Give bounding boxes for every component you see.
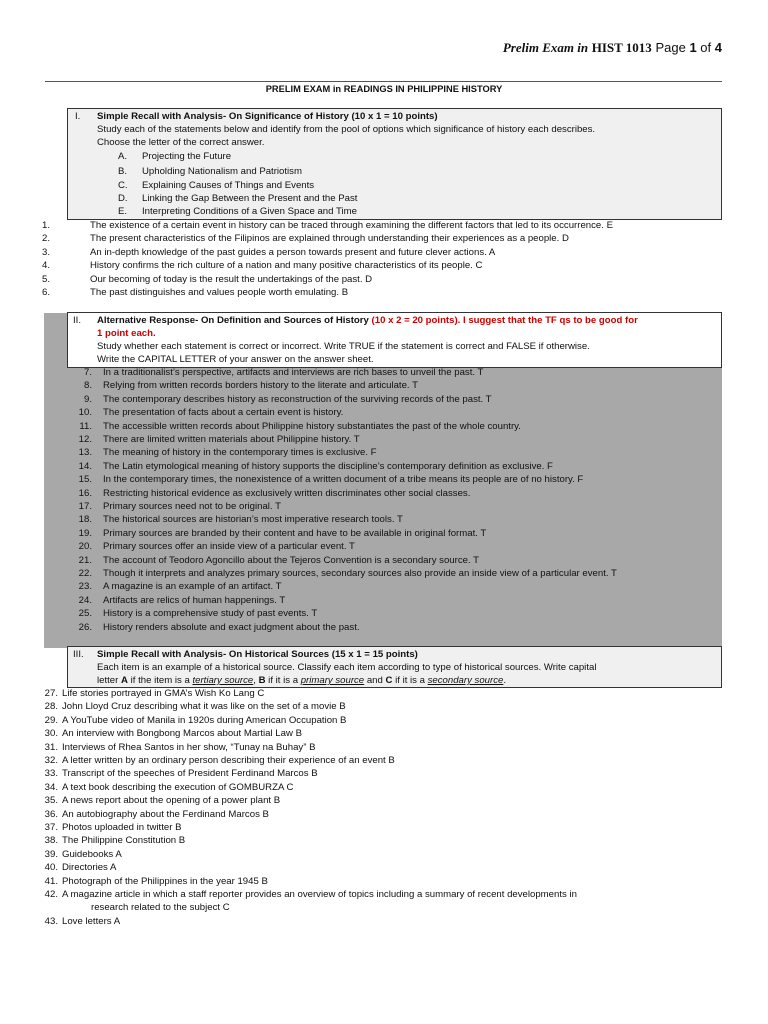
item-number: 11. — [79, 420, 92, 432]
section-1-heading: Simple Recall with Analysis- On Significance of History (10 x 1 = 10 points) — [97, 111, 438, 122]
item-text: History renders absolute and exact judgment about the past. — [103, 621, 360, 633]
item-text: Life stories portrayed in GMA’s Wish Ko Lang C — [62, 688, 265, 699]
item-number: 19. — [78, 527, 92, 539]
section-2-heading: Alternative Response- On Definition and Sources of History — [97, 315, 369, 326]
instr-text: if it is a — [392, 675, 428, 686]
header-of-label: of — [700, 40, 712, 55]
item-number: 36. — [44, 808, 58, 820]
item-text: In the contemporary times, the nonexistence of a written document of a tribe means its people are of no history. F — [103, 474, 584, 486]
section-3-instruction-2 — [97, 675, 506, 686]
header-page-number: 1 — [689, 40, 697, 55]
item-text: The presentation of facts about a certain event is history. — [103, 407, 344, 419]
instr-text: if it is a — [265, 675, 301, 686]
item-number: 31. — [44, 741, 58, 753]
item-number: 5. — [41, 273, 50, 285]
item-number: 13. — [78, 447, 92, 459]
option-letter: D. — [118, 193, 128, 204]
instr-letter-b: B — [258, 675, 266, 686]
section-2-instruction-1: Study whether each statement is correct or incorrect. Write TRUE if the statement is correct and FALSE if otherwise. — [97, 341, 590, 352]
header-course: HIST 1013 — [591, 40, 652, 55]
item-number: 1. — [41, 220, 50, 231]
section-1-roman: I. — [75, 111, 81, 122]
item-number: 26. — [78, 621, 92, 633]
instr-text: , — [253, 675, 259, 686]
item-text: Guidebooks A — [62, 848, 122, 860]
option-text: Linking the Gap Between the Present and the Past — [142, 193, 358, 204]
item-text: Transcript of the speeches of President Ferdinand Marcos B — [62, 768, 318, 780]
option-letter: B. — [118, 166, 128, 177]
item-text: research related to the subject C — [91, 902, 230, 914]
item-text: The account of Teodoro Agoncillo about the Tejeros Convention is a secondary source. T — [103, 554, 479, 566]
section-2-roman: II. — [73, 315, 81, 326]
item-number: 28. — [44, 701, 58, 713]
option-text: Projecting the Future — [142, 151, 232, 162]
item-number: 7. — [83, 367, 92, 378]
item-number: 34. — [44, 781, 58, 793]
item-number: 21. — [78, 554, 92, 566]
item-number: 16. — [78, 487, 92, 499]
item-number: 39. — [44, 848, 58, 860]
item-number: 24. — [78, 594, 92, 606]
item-number: 29. — [44, 714, 58, 726]
item-text: Relying from written records borders history to the literate and articulate. T — [103, 380, 418, 392]
option-letter: E. — [118, 206, 128, 217]
item-number: 41. — [44, 875, 58, 887]
item-text: An autobiography about the Ferdinand Marcos B — [62, 808, 269, 820]
item-text: The past distinguishes and values people worth emulating. B — [90, 287, 349, 298]
item-number: 3. — [41, 246, 50, 258]
section-3-roman: III. — [73, 649, 84, 660]
option-text: Upholding Nationalism and Patriotism — [142, 166, 302, 177]
item-number: 40. — [44, 862, 58, 874]
item-number: 33. — [44, 768, 58, 780]
item-number: 12. — [78, 434, 92, 445]
item-number: 6. — [41, 287, 50, 298]
item-number: 18. — [78, 514, 92, 526]
page-header — [0, 40, 722, 56]
item-text: Love letters A — [62, 915, 121, 927]
item-number: 43. — [44, 915, 58, 927]
item-text: The existence of a certain event in history can be traced through examining the different factors that led to its occurrence. E — [90, 220, 613, 231]
item-number: 4. — [41, 260, 50, 272]
item-text: Interviews of Rhea Santos in her show, “Tunay na Buhay” B — [62, 741, 316, 753]
section-3-heading: Simple Recall with Analysis- On Historical Sources (15 x 1 = 15 points) — [97, 649, 418, 660]
item-number: 35. — [44, 795, 58, 807]
item-text: A text book describing the execution of GOMBURZA C — [62, 781, 294, 793]
section-1-box — [67, 108, 722, 220]
section-3-box — [67, 646, 722, 688]
item-number: 32. — [44, 755, 58, 766]
instr-text: and — [364, 675, 386, 686]
instr-text: if the item is a — [127, 675, 193, 686]
item-text: The accessible written records about Philippine history substantiates the past of the whole country. — [103, 420, 521, 432]
section-3-instruction-1: Each item is an example of a historical source. Classify each item according to type of historical sources. Write capital — [97, 662, 597, 673]
item-text: History is a comprehensive study of past events. T — [103, 608, 318, 620]
item-text: There are limited written materials about Philippine history. T — [103, 434, 360, 445]
item-number: 27. — [44, 688, 58, 699]
item-number: 10. — [78, 407, 92, 419]
header-page-label: Page — [655, 40, 686, 55]
section-1-instruction-1: Study each of the statements below and identify from the pool of options which significance of history each describes. — [97, 124, 596, 135]
document-title: PRELIM EXAM in READINGS IN PHILIPPINE HISTORY — [265, 84, 503, 94]
option-text: Explaining Causes of Things and Events — [142, 180, 315, 191]
item-text: A news report about the opening of a power plant B — [62, 795, 281, 807]
item-text: A letter written by an ordinary person describing their experience of an event B — [62, 755, 395, 766]
instr-secondary-source: secondary source — [427, 675, 504, 686]
item-number: 37. — [44, 822, 58, 833]
item-number: 2. — [41, 233, 50, 245]
section-1-instruction-2: Choose the letter of the correct answer. — [97, 137, 265, 148]
item-text: An interview with Bongbong Marcos about Martial Law B — [62, 728, 302, 740]
header-exam-label: Prelim Exam in — [502, 40, 589, 55]
header-page-total: 4 — [714, 40, 722, 55]
item-text: Restricting historical evidence as exclusively written discriminates other social classes. — [103, 487, 471, 499]
item-text: A magazine article in which a staff reporter provides an overview of topics including a summary of recent developments in — [62, 889, 577, 900]
item-text: In a traditionalist’s perspective, artifacts and interviews are rich bases to unveil the past. T — [103, 367, 484, 378]
item-text: Primary sources are branded by their content and have to be available in original format. T — [103, 527, 487, 539]
item-number: 14. — [78, 460, 92, 472]
header-rule — [45, 81, 722, 82]
item-text: Though it interprets and analyzes primary sources, secondary sources also provide an inside view of a particular event. T — [103, 568, 617, 579]
item-text: Primary sources need not to be original. T — [103, 501, 281, 512]
section-2-box — [67, 312, 722, 368]
item-text: The meaning of history in the contemporary times is exclusive. F — [103, 447, 377, 459]
item-number: 15. — [78, 474, 92, 486]
item-number: 20. — [78, 541, 92, 553]
instr-text: letter — [97, 675, 121, 686]
option-letter: C. — [118, 180, 128, 191]
item-text: Artifacts are relics of human happenings. T — [103, 594, 286, 606]
section-2-instruction-2: Write the CAPITAL LETTER of your answer on the answer sheet. — [97, 354, 374, 365]
item-text: Photograph of the Philippines in the year 1945 B — [62, 875, 268, 887]
item-text: The Philippine Constitution B — [62, 835, 186, 847]
item-number: 9. — [83, 393, 92, 405]
item-number: 23. — [78, 581, 92, 593]
section-2-note-cont: 1 point each. — [97, 328, 156, 339]
item-text: The Latin etymological meaning of history supports the discipline’s contemporary definition as exclusive. F — [103, 460, 553, 472]
item-text: A YouTube video of Manila in 1920s during American Occupation B — [62, 714, 347, 726]
instr-text: . — [503, 675, 507, 686]
option-letter: A. — [118, 151, 128, 162]
option-text: Interpreting Conditions of a Given Space and Time — [142, 206, 357, 217]
item-text: Directories A — [62, 862, 117, 874]
item-number: 22. — [78, 568, 92, 579]
instr-letter-c: C — [385, 675, 393, 686]
item-text: Our becoming of today is the result the undertakings of the past. D — [90, 273, 373, 285]
item-text: The present characteristics of the Filipinos are explained through understanding their experiences as a people. D — [90, 233, 569, 245]
item-text: History confirms the rich culture of a nation and many positive characteristics of its people. C — [90, 260, 483, 272]
item-number: 38. — [44, 835, 58, 847]
instr-letter-a: A — [121, 675, 128, 686]
item-text: The historical sources are historian’s most imperative research tools. T — [103, 514, 403, 526]
section-2-note: (10 x 2 = 20 points). I suggest that the TF qs to be good for — [371, 315, 638, 326]
item-text: John Lloyd Cruz describing what it was like on the set of a movie B — [62, 701, 346, 713]
instr-tertiary-source: tertiary source — [192, 675, 254, 686]
item-number: 25. — [78, 608, 92, 620]
instr-primary-source: primary source — [300, 675, 365, 686]
item-text: An in-depth knowledge of the past guides a person towards present and future clever actions. A — [90, 246, 496, 258]
item-number: 8. — [83, 380, 92, 392]
item-number: 17. — [78, 501, 92, 512]
item-number: 42. — [44, 889, 58, 900]
item-number: 30. — [44, 728, 58, 740]
item-text: Photos uploaded in twitter B — [62, 822, 182, 833]
item-text: Primary sources offer an inside view of a particular event. T — [103, 541, 355, 553]
item-text: The contemporary describes history as reconstruction of the surviving records of the past. T — [103, 393, 492, 405]
item-text: A magazine is an example of an artifact. T — [103, 581, 282, 593]
section-2-heading-line — [97, 315, 638, 326]
